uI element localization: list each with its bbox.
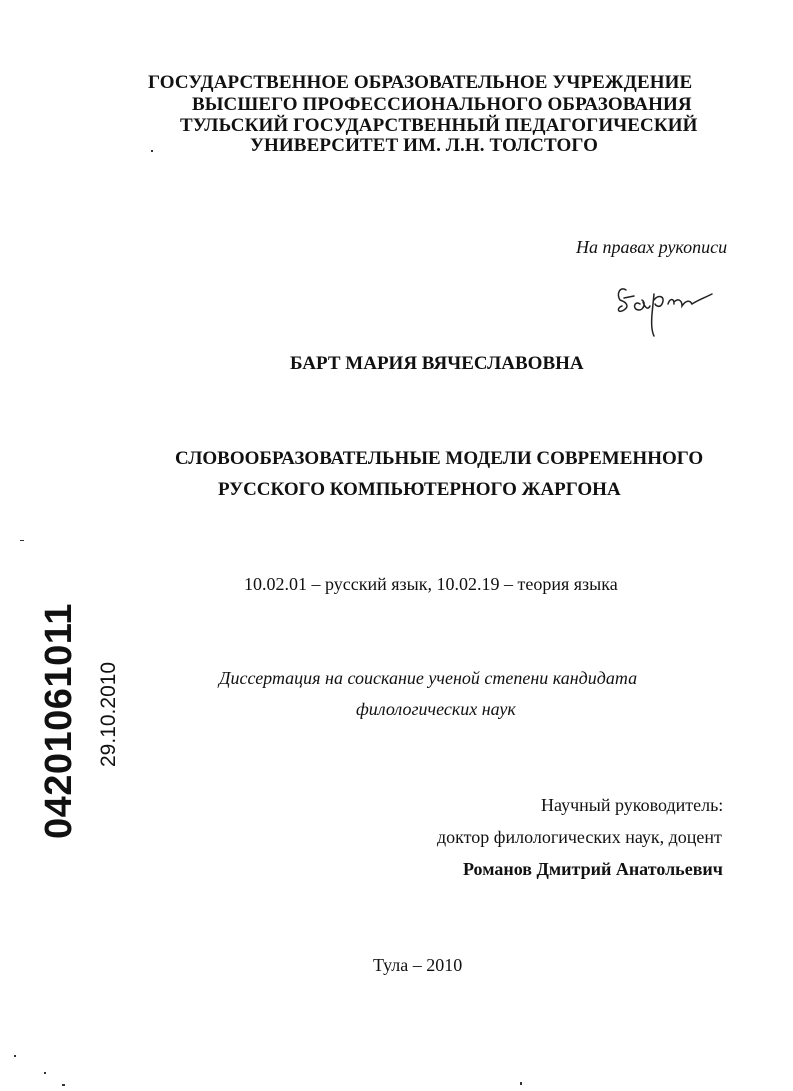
- author-name: БАРТ МАРИЯ ВЯЧЕСЛАВОВНА: [290, 353, 584, 374]
- signature: [612, 280, 722, 340]
- scan-speck: [14, 1055, 16, 1057]
- degree-line-2: филологических наук: [356, 699, 516, 719]
- thesis-title-line-2: РУССКОГО КОМПЬЮТЕРНОГО ЖАРГОНА: [218, 479, 621, 500]
- institution-line-1: ГОСУДАРСТВЕННОЕ ОБРАЗОВАТЕЛЬНОЕ УЧРЕЖДЕНИЕ: [148, 72, 693, 93]
- supervisor-label: Научный руководитель:: [541, 795, 724, 815]
- stamp-number: 04201061011: [38, 603, 80, 839]
- scan-speck: [44, 1072, 46, 1074]
- signature-scrawl: [612, 280, 722, 340]
- scan-speck: [520, 1082, 522, 1085]
- specialty-codes: 10.02.01 – русский язык, 10.02.19 – теория языка: [244, 574, 618, 594]
- city-year: Тула – 2010: [373, 955, 463, 975]
- library-stamp: [38, 603, 120, 877]
- thesis-title-line-1: СЛОВООБРАЗОВАТЕЛЬНЫЕ МОДЕЛИ СОВРЕМЕННОГО: [175, 448, 704, 469]
- degree-line-1: Диссертация на соискание ученой степени кандидата: [219, 668, 638, 688]
- scan-speck: [151, 150, 153, 152]
- supervisor-name: Романов Дмитрий Анатольевич: [463, 859, 723, 879]
- rights-note: На правах рукописи: [576, 237, 728, 257]
- stamp-date: 29.10.2010: [97, 661, 120, 767]
- supervisor-rank: доктор филологических наук, доцент: [437, 827, 722, 847]
- scan-speck: [20, 540, 24, 541]
- institution-line-2: ВЫСШЕГО ПРОФЕССИОНАЛЬНОГО ОБРАЗОВАНИЯ: [192, 94, 692, 115]
- institution-line-4: УНИВЕРСИТЕТ ИМ. Л.Н. ТОЛСТОГО: [250, 135, 598, 156]
- institution-line-3: ТУЛЬСКИЙ ГОСУДАРСТВЕННЫЙ ПЕДАГОГИЧЕСКИЙ: [180, 115, 698, 136]
- scan-speck: [62, 1084, 65, 1086]
